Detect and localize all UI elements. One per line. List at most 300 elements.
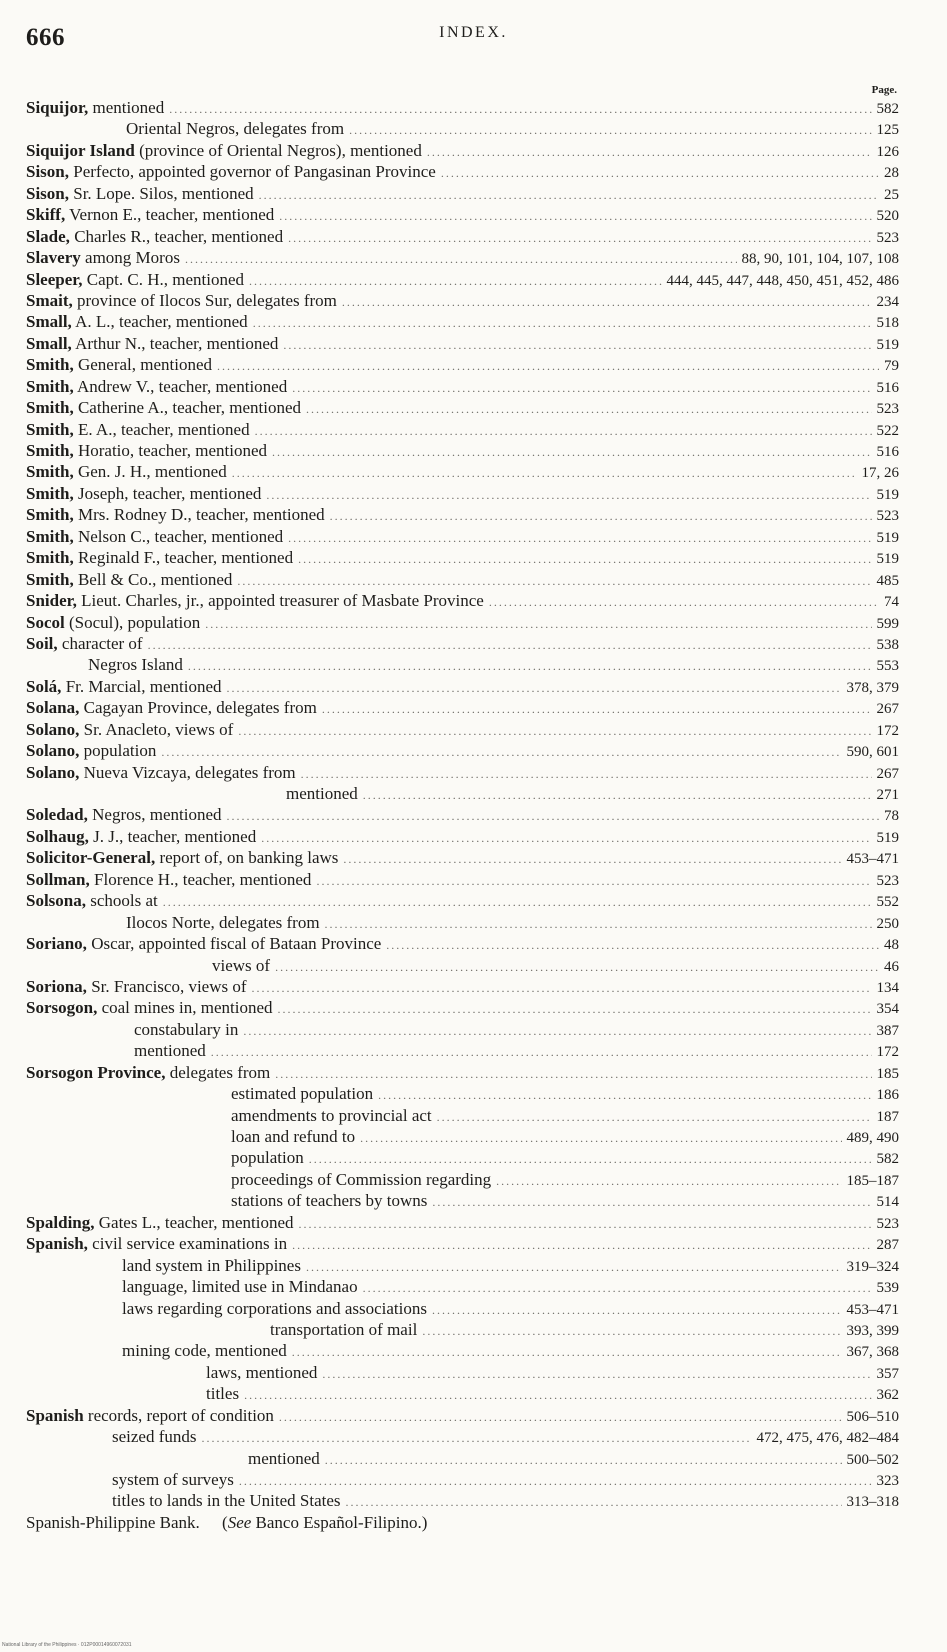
index-entry bbox=[26, 1126, 899, 1147]
index-entry bbox=[26, 1448, 899, 1469]
entry-heading: Socol bbox=[26, 612, 65, 632]
index-entry bbox=[26, 161, 899, 182]
entry-page-ref: 519 bbox=[876, 829, 899, 846]
entry-text bbox=[26, 1190, 427, 1211]
dot-leader bbox=[325, 914, 872, 933]
dot-leader bbox=[243, 1021, 871, 1040]
entry-heading: Soledad, bbox=[26, 805, 88, 825]
entry-text bbox=[26, 461, 227, 482]
entry-text bbox=[26, 1147, 304, 1168]
entry-subject: laws regarding corporations and associations bbox=[122, 1298, 427, 1318]
entry-text bbox=[26, 354, 212, 375]
entry-subject: mentioned bbox=[134, 1041, 206, 1061]
entry-page-ref: 520 bbox=[876, 208, 899, 225]
entry-heading: Siquijor Island bbox=[26, 140, 135, 160]
index-entry bbox=[26, 290, 899, 311]
dot-leader bbox=[330, 506, 872, 525]
entry-text bbox=[26, 997, 272, 1018]
entry-subject: Andrew V., teacher, mentioned bbox=[73, 376, 288, 396]
entry-heading: Sollman, bbox=[26, 869, 90, 889]
see-target: Banco Español-Filipino. bbox=[255, 1512, 422, 1532]
entry-subject: records, report of condition bbox=[83, 1405, 274, 1425]
index-entry bbox=[26, 762, 899, 783]
entry-heading: Smith, bbox=[26, 483, 74, 503]
entry-text bbox=[26, 890, 158, 911]
index-entry bbox=[26, 1040, 899, 1061]
dot-leader bbox=[422, 1321, 841, 1340]
entry-text bbox=[26, 226, 283, 247]
entry-page-ref: 48 bbox=[884, 937, 899, 954]
entry-subject: Reginald F., teacher, mentioned bbox=[73, 548, 294, 568]
entry-heading: Solá, bbox=[26, 676, 62, 696]
index-entry bbox=[26, 697, 899, 718]
entry-page-ref: 172 bbox=[876, 722, 899, 739]
dot-leader bbox=[360, 1128, 841, 1147]
entry-subject: Sr. Francisco, views of bbox=[86, 976, 247, 996]
entry-text bbox=[26, 1298, 427, 1319]
entry-heading: Smith, bbox=[26, 398, 74, 418]
dot-leader bbox=[272, 442, 871, 461]
entry-heading: Smith, bbox=[26, 419, 74, 439]
entry-subject: laws, mentioned bbox=[206, 1362, 318, 1382]
entry-text bbox=[26, 1062, 270, 1083]
entry-subject: seized funds bbox=[112, 1427, 197, 1447]
dot-leader bbox=[277, 999, 871, 1018]
entry-subject: titles bbox=[206, 1384, 240, 1404]
entry-heading: Slavery bbox=[26, 248, 81, 268]
entry-text bbox=[26, 1255, 301, 1276]
entry-text bbox=[26, 247, 180, 268]
entry-page-ref: 453–471 bbox=[846, 851, 899, 868]
entry-page-ref: 523 bbox=[876, 229, 899, 246]
index-entry bbox=[26, 226, 899, 247]
entry-heading: Smith, bbox=[26, 376, 74, 396]
entry-text bbox=[26, 1019, 238, 1040]
entry-text bbox=[26, 933, 381, 954]
entry-text bbox=[26, 140, 422, 161]
entry-text bbox=[26, 1105, 432, 1126]
entry-page-ref: 125 bbox=[876, 122, 899, 139]
dot-leader bbox=[432, 1192, 871, 1211]
index-entry bbox=[26, 333, 899, 354]
dot-leader bbox=[349, 120, 871, 139]
entry-text bbox=[26, 419, 250, 440]
dot-leader bbox=[217, 356, 879, 375]
index-entry bbox=[26, 97, 899, 118]
entry-page-ref: 271 bbox=[876, 787, 899, 803]
entry-subject: mining code, mentioned bbox=[122, 1341, 287, 1361]
entry-page-ref: 519 bbox=[876, 486, 899, 503]
index-entry bbox=[26, 1147, 899, 1168]
entry-subject: province of Ilocos Sur, delegates from bbox=[72, 290, 337, 310]
entry-page-ref: 523 bbox=[876, 401, 899, 418]
dot-leader bbox=[306, 1257, 842, 1276]
entry-heading: Smith, bbox=[26, 441, 74, 460]
entry-text bbox=[26, 804, 222, 825]
entry-text bbox=[26, 1276, 358, 1297]
dot-leader bbox=[237, 571, 871, 590]
entry-page-ref: 134 bbox=[876, 979, 899, 996]
entry-subject: Capt. C. H., mentioned bbox=[82, 269, 244, 289]
entry-subject: Arthur N., teacher, mentioned bbox=[71, 333, 279, 353]
entry-heading: Spanish, bbox=[26, 1234, 88, 1254]
entry-text bbox=[26, 504, 325, 525]
entry-subject: among Moros bbox=[80, 248, 180, 268]
entry-heading: Solana, bbox=[26, 698, 80, 718]
index-entry bbox=[26, 419, 899, 440]
dot-leader bbox=[232, 463, 857, 482]
dot-leader bbox=[386, 935, 879, 954]
entry-subject: stations of teachers by towns bbox=[231, 1191, 428, 1211]
entry-page-ref: 313–318 bbox=[846, 1494, 899, 1511]
entry-text bbox=[26, 376, 287, 397]
entry-page-ref: 126 bbox=[876, 143, 899, 160]
entry-page-ref: 590, 601 bbox=[846, 744, 899, 761]
entry-text bbox=[26, 847, 338, 868]
dot-leader bbox=[261, 828, 871, 847]
entry-heading: Smith, bbox=[26, 569, 74, 589]
entry-subject: Negros Island bbox=[88, 655, 183, 675]
dot-leader bbox=[322, 1364, 871, 1383]
entry-subject: Gen. J. H., mentioned bbox=[73, 462, 227, 482]
index-entry bbox=[26, 826, 899, 847]
entry-text bbox=[26, 612, 200, 633]
dot-leader bbox=[205, 614, 871, 633]
entry-page-ref: 267 bbox=[876, 765, 899, 782]
dot-leader bbox=[306, 399, 871, 418]
entry-page-ref: 186 bbox=[876, 1087, 899, 1104]
index-entry-final bbox=[26, 1512, 899, 1533]
index-entry bbox=[26, 1169, 899, 1190]
entry-page-ref: 506–510 bbox=[846, 1408, 899, 1425]
entry-heading: Smith, bbox=[26, 462, 74, 482]
dot-leader bbox=[283, 335, 871, 354]
dot-leader bbox=[496, 1171, 841, 1190]
entry-text bbox=[26, 526, 283, 547]
entry-text bbox=[26, 397, 301, 418]
entry-heading: Slade, bbox=[26, 226, 70, 246]
see-label: See bbox=[227, 1512, 252, 1532]
entry-heading: Spanish-Philippine Bank. bbox=[26, 1512, 200, 1532]
dot-leader bbox=[343, 849, 841, 868]
entry-subject: transportation of mail bbox=[270, 1319, 418, 1339]
index-entry bbox=[26, 140, 899, 161]
entry-page-ref: 582 bbox=[876, 101, 899, 117]
dot-leader bbox=[259, 185, 879, 204]
entry-text bbox=[26, 783, 358, 804]
entry-page-ref: 25 bbox=[884, 186, 899, 203]
entry-text bbox=[26, 1040, 206, 1061]
index-entry bbox=[26, 783, 899, 804]
entry-heading: Smith, bbox=[26, 526, 74, 546]
entry-text bbox=[26, 826, 256, 847]
entry-page-ref: 28 bbox=[884, 165, 899, 182]
entry-text bbox=[26, 311, 248, 332]
index-entry bbox=[26, 376, 899, 397]
dot-leader bbox=[292, 1235, 871, 1254]
entry-heading: Sison, bbox=[26, 183, 69, 203]
entry-subject: titles to lands in the United States bbox=[112, 1491, 341, 1511]
dot-leader bbox=[301, 764, 872, 783]
dot-leader bbox=[227, 806, 880, 825]
entry-text bbox=[26, 483, 261, 504]
entry-text bbox=[26, 1319, 417, 1340]
dot-leader bbox=[292, 1342, 842, 1361]
dot-leader bbox=[169, 99, 871, 118]
index-entry bbox=[26, 354, 899, 375]
entry-subject: Fr. Marcial, mentioned bbox=[61, 676, 222, 696]
entry-text bbox=[26, 590, 484, 611]
dot-leader bbox=[279, 206, 871, 225]
entry-page-ref: 185–187 bbox=[846, 1172, 899, 1189]
entry-heading: Solano, bbox=[26, 719, 80, 739]
entry-subject: A. L., teacher, mentioned bbox=[71, 312, 248, 332]
entry-text bbox=[26, 1426, 197, 1447]
entry-page-ref: 519 bbox=[876, 529, 899, 546]
entry-heading: Sleeper, bbox=[26, 269, 83, 289]
dot-leader bbox=[275, 1064, 871, 1083]
entry-text bbox=[26, 1469, 234, 1490]
entry-subject: mentioned bbox=[88, 98, 165, 117]
entry-page-ref: 522 bbox=[876, 422, 899, 439]
entry-text bbox=[26, 1212, 294, 1233]
entry-page-ref: 357 bbox=[876, 1365, 899, 1382]
index-entry bbox=[26, 1019, 899, 1040]
entry-heading: Soriano, bbox=[26, 934, 87, 954]
entry-text bbox=[26, 183, 254, 204]
index-entry bbox=[26, 204, 899, 225]
dot-leader bbox=[163, 892, 872, 911]
entry-text bbox=[26, 547, 293, 568]
entry-heading: Smait, bbox=[26, 290, 73, 310]
entry-text bbox=[26, 740, 156, 761]
entry-heading: Skiff, bbox=[26, 205, 66, 225]
index-entry bbox=[26, 269, 899, 290]
dot-leader bbox=[342, 292, 872, 311]
entry-page-ref: 485 bbox=[876, 572, 899, 589]
index-entry bbox=[26, 1340, 899, 1361]
dot-leader bbox=[253, 313, 872, 332]
entry-subject: E. A., teacher, mentioned bbox=[73, 419, 250, 439]
dot-leader bbox=[346, 1492, 842, 1511]
index-entry bbox=[26, 1083, 899, 1104]
entry-heading: Sorsogon, bbox=[26, 998, 98, 1018]
entry-page-ref: 78 bbox=[884, 808, 899, 825]
entry-page-ref: 500–502 bbox=[846, 1451, 899, 1468]
dot-leader bbox=[437, 1107, 872, 1126]
index-entry bbox=[26, 569, 899, 590]
index-entry bbox=[26, 118, 899, 139]
entry-subject: Mrs. Rodney D., teacher, mentioned bbox=[73, 505, 325, 525]
entry-heading: Sison, bbox=[26, 162, 69, 182]
entry-subject: Sr. Lope. Silos, mentioned bbox=[69, 183, 254, 203]
entry-subject: constabulary in bbox=[134, 1019, 239, 1039]
dot-leader bbox=[252, 978, 872, 997]
entry-text bbox=[26, 440, 267, 461]
entry-heading: Small, bbox=[26, 333, 72, 353]
index-entry bbox=[26, 719, 899, 740]
index-entry bbox=[26, 1190, 899, 1211]
entry-heading: Small, bbox=[26, 312, 72, 332]
entry-page-ref: 185 bbox=[876, 1065, 899, 1082]
entry-subject: Perfecto, appointed governor of Pangasinan Province bbox=[69, 162, 436, 182]
entry-page-ref: 362 bbox=[876, 1387, 899, 1404]
entry-subject: J. J., teacher, mentioned bbox=[88, 826, 257, 846]
entry-subject: Catherine A., teacher, mentioned bbox=[73, 398, 302, 418]
entry-subject: views of bbox=[212, 955, 271, 975]
entry-text bbox=[26, 676, 222, 697]
entry-subject: population bbox=[79, 741, 157, 761]
entry-page-ref: 79 bbox=[884, 358, 899, 375]
entry-subject: Florence H., teacher, mentioned bbox=[89, 869, 312, 889]
dot-leader bbox=[427, 142, 872, 161]
dot-leader bbox=[255, 421, 872, 440]
index-entry bbox=[26, 955, 899, 976]
entry-heading: Sorsogon Province, bbox=[26, 1062, 166, 1082]
index-entry bbox=[26, 1062, 899, 1083]
dot-leader bbox=[322, 699, 872, 718]
entry-heading: Soriona, bbox=[26, 976, 87, 996]
dot-leader bbox=[441, 163, 879, 182]
index-entry bbox=[26, 1383, 899, 1404]
index-entry bbox=[26, 912, 899, 933]
entry-page-ref: 378, 379 bbox=[846, 679, 899, 696]
index-entry bbox=[26, 804, 899, 825]
entry-text: Spanish-Philippine Bank. (See Banco Español-Filipino.) bbox=[26, 1512, 428, 1532]
entry-subject: Nelson C., teacher, mentioned bbox=[73, 526, 284, 546]
dot-leader bbox=[202, 1428, 752, 1447]
entry-text bbox=[26, 1383, 239, 1404]
entry-subject: Horatio, teacher, mentioned bbox=[73, 441, 268, 460]
index-entry bbox=[26, 547, 899, 568]
running-title: INDEX. bbox=[439, 24, 508, 41]
index-entry bbox=[26, 526, 899, 547]
index-entry bbox=[26, 933, 899, 954]
index-entry bbox=[26, 676, 899, 697]
entry-subject: Oriental Negros, delegates from bbox=[126, 119, 345, 139]
entry-subject: amendments to provincial act bbox=[231, 1105, 432, 1125]
entry-subject: schools at bbox=[86, 891, 158, 911]
entry-page-ref: 453–471 bbox=[846, 1301, 899, 1318]
dot-leader bbox=[363, 785, 872, 804]
entry-text bbox=[26, 633, 143, 654]
entry-page-ref: 74 bbox=[884, 594, 899, 611]
entry-text bbox=[26, 762, 296, 783]
entry-subject: (Socul), population bbox=[64, 612, 201, 632]
entry-page-ref: 519 bbox=[876, 551, 899, 568]
index-entry bbox=[26, 1276, 899, 1297]
entry-heading: Soil, bbox=[26, 633, 58, 653]
entry-page-ref: 516 bbox=[876, 444, 899, 460]
entry-heading: Solsona, bbox=[26, 891, 86, 911]
entry-page-ref: 523 bbox=[876, 1215, 899, 1232]
dot-leader bbox=[292, 378, 871, 397]
index-entry bbox=[26, 654, 899, 675]
entry-page-ref: 514 bbox=[876, 1194, 899, 1211]
index-entry bbox=[26, 1212, 899, 1233]
entry-page-ref: 46 bbox=[884, 958, 899, 975]
entry-subject: delegates from bbox=[165, 1062, 271, 1082]
entry-text bbox=[26, 569, 232, 590]
entry-page-ref: 354 bbox=[876, 1001, 899, 1018]
dot-leader bbox=[299, 1214, 872, 1233]
entry-subject: land system in Philippines bbox=[122, 1255, 301, 1275]
entry-page-ref: 387 bbox=[876, 1022, 899, 1039]
entry-text bbox=[26, 1448, 320, 1469]
entry-text bbox=[26, 654, 183, 675]
entry-subject: General, mentioned bbox=[73, 355, 213, 375]
entry-page-ref: 267 bbox=[876, 701, 899, 718]
index-entry bbox=[26, 1233, 899, 1254]
index-entry bbox=[26, 1362, 899, 1383]
entry-subject: Bell & Co., mentioned bbox=[73, 569, 233, 589]
entry-page-ref: 323 bbox=[876, 1473, 899, 1489]
dot-leader bbox=[288, 228, 871, 247]
entry-page-ref: 319–324 bbox=[846, 1258, 899, 1275]
index-entry bbox=[26, 1105, 899, 1126]
entry-heading: Solicitor-General, bbox=[26, 848, 156, 868]
dot-leader bbox=[185, 249, 737, 268]
entry-subject: mentioned bbox=[248, 1448, 320, 1468]
entry-subject: (province of Oriental Negros), mentioned bbox=[134, 140, 422, 160]
entry-subject: Vernon E., teacher, mentioned bbox=[65, 205, 275, 225]
index-entry bbox=[26, 612, 899, 633]
entry-subject: proceedings of Commission regarding bbox=[231, 1169, 492, 1189]
index-entry bbox=[26, 869, 899, 890]
entry-subject: Lieut. Charles, jr., appointed treasurer of Masbate Province bbox=[76, 591, 484, 611]
index-entry bbox=[26, 847, 899, 868]
index-entry bbox=[26, 740, 899, 761]
dot-leader bbox=[432, 1300, 842, 1319]
page-number: 666 bbox=[26, 24, 65, 51]
index-entry bbox=[26, 997, 899, 1018]
index-entry bbox=[26, 483, 899, 504]
entry-page-ref: 516 bbox=[876, 379, 899, 396]
index-entry bbox=[26, 183, 899, 204]
entry-subject: Sr. Anacleto, views of bbox=[79, 719, 234, 739]
entry-text bbox=[26, 1169, 491, 1190]
entry-text bbox=[26, 1233, 287, 1254]
entry-subject: population bbox=[231, 1148, 304, 1168]
entry-heading: Siquijor, bbox=[26, 98, 89, 117]
entry-text bbox=[26, 269, 244, 290]
entry-page-ref: 234 bbox=[876, 293, 899, 310]
entry-text bbox=[26, 955, 270, 976]
entry-page-ref: 367, 368 bbox=[846, 1344, 899, 1361]
entry-subject: Nueva Vizcaya, delegates from bbox=[79, 762, 296, 782]
entry-text bbox=[26, 1126, 355, 1147]
index-entry bbox=[26, 1490, 899, 1511]
index-entry bbox=[26, 1255, 899, 1276]
dot-leader bbox=[288, 528, 871, 547]
index-list bbox=[26, 97, 899, 1533]
entry-page-ref: 393, 399 bbox=[846, 1322, 899, 1339]
dot-leader bbox=[188, 656, 872, 675]
entry-text bbox=[26, 161, 436, 182]
entry-subject: Cagayan Province, delegates from bbox=[79, 698, 317, 718]
dot-leader bbox=[275, 957, 879, 976]
entry-page-ref: 17, 26 bbox=[861, 465, 899, 482]
index-entry bbox=[26, 976, 899, 997]
dot-leader bbox=[161, 742, 841, 761]
entry-text bbox=[26, 1405, 274, 1426]
entry-text bbox=[26, 290, 337, 311]
entry-page-ref: 287 bbox=[876, 1237, 899, 1254]
entry-text bbox=[26, 912, 320, 933]
entry-text bbox=[26, 118, 344, 139]
page-column-label: Page. bbox=[871, 84, 897, 96]
dot-leader bbox=[238, 721, 871, 740]
